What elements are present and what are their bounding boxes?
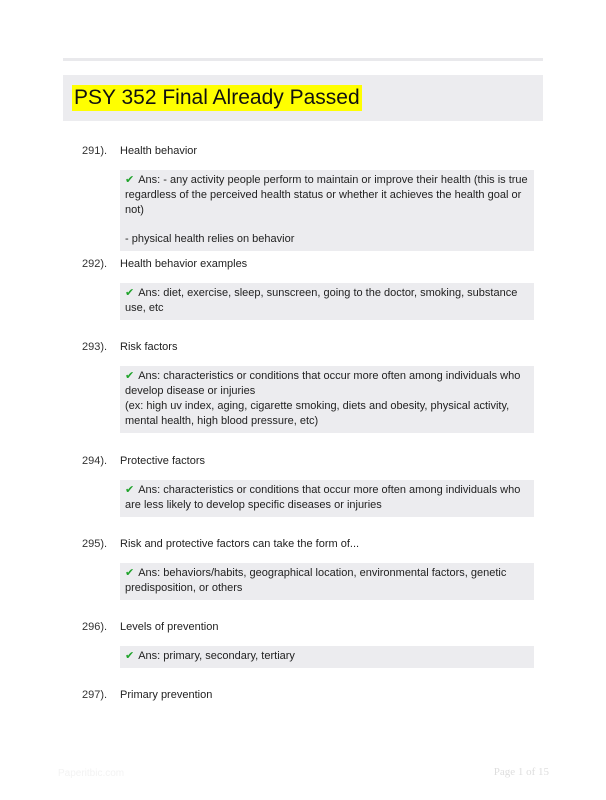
check-icon: ✔ — [125, 174, 135, 186]
item-number: 296). — [82, 621, 108, 633]
top-divider — [63, 58, 543, 61]
item-number: 294). — [82, 455, 108, 467]
answer-box — [120, 563, 534, 600]
question-text: Risk factors — [120, 341, 178, 353]
check-icon: ✔ — [125, 287, 135, 299]
answer-line: - physical health relies on behavior — [125, 233, 295, 245]
answer-spacer — [125, 218, 529, 232]
footer-site: Paperitbic.com — [58, 768, 125, 779]
check-icon: ✔ — [125, 567, 135, 579]
answer-box — [120, 646, 534, 668]
item-number: 291). — [82, 145, 108, 157]
item-number: 292). — [82, 258, 108, 270]
question-text: Levels of prevention — [120, 621, 219, 633]
answer-box — [120, 366, 534, 433]
question-text: Protective factors — [120, 455, 205, 467]
answer-line: (ex: high uv index, aging, cigarette smoking, diets and obesity, physical activity, mental health, high blood pressure, etc) — [125, 400, 510, 427]
answer-line: Ans: primary, secondary, tertiary — [138, 650, 295, 662]
answer-box — [120, 480, 534, 517]
page-title: PSY 352 Final Already Passed — [74, 86, 360, 109]
answer-line: Ans: diet, exercise, sleep, sunscreen, going to the doctor, smoking, substance use, etc — [125, 287, 518, 314]
answer-line: Ans: characteristics or conditions that occur more often among individuals who develop disease or injuries — [125, 370, 521, 397]
item-number: 295). — [82, 538, 108, 550]
check-icon: ✔ — [125, 370, 135, 382]
page-number: Page 1 of 15 — [493, 766, 549, 778]
title-banner — [63, 75, 543, 121]
question-text: Risk and protective factors can take the form of... — [120, 538, 360, 550]
item-number: 293). — [82, 341, 108, 353]
answer-box — [120, 283, 534, 320]
question-text: Primary prevention — [120, 689, 213, 701]
answer-line: Ans: - any activity people perform to maintain or improve their health (this is true regardless of the perceived health status or whether it achieves the health goal or not) — [125, 174, 528, 216]
question-text: Health behavior examples — [120, 258, 248, 270]
check-icon: ✔ — [125, 650, 135, 662]
answer-line: Ans: behaviors/habits, geographical location, environmental factors, genetic predisposition, or others — [125, 567, 507, 594]
question-text: Health behavior — [120, 145, 198, 157]
check-icon: ✔ — [125, 484, 135, 496]
answer-line: Ans: characteristics or conditions that occur more often among individuals who are less likely to develop specific diseases or injuries — [125, 484, 521, 511]
answer-box — [120, 170, 534, 251]
item-number: 297). — [82, 689, 108, 701]
